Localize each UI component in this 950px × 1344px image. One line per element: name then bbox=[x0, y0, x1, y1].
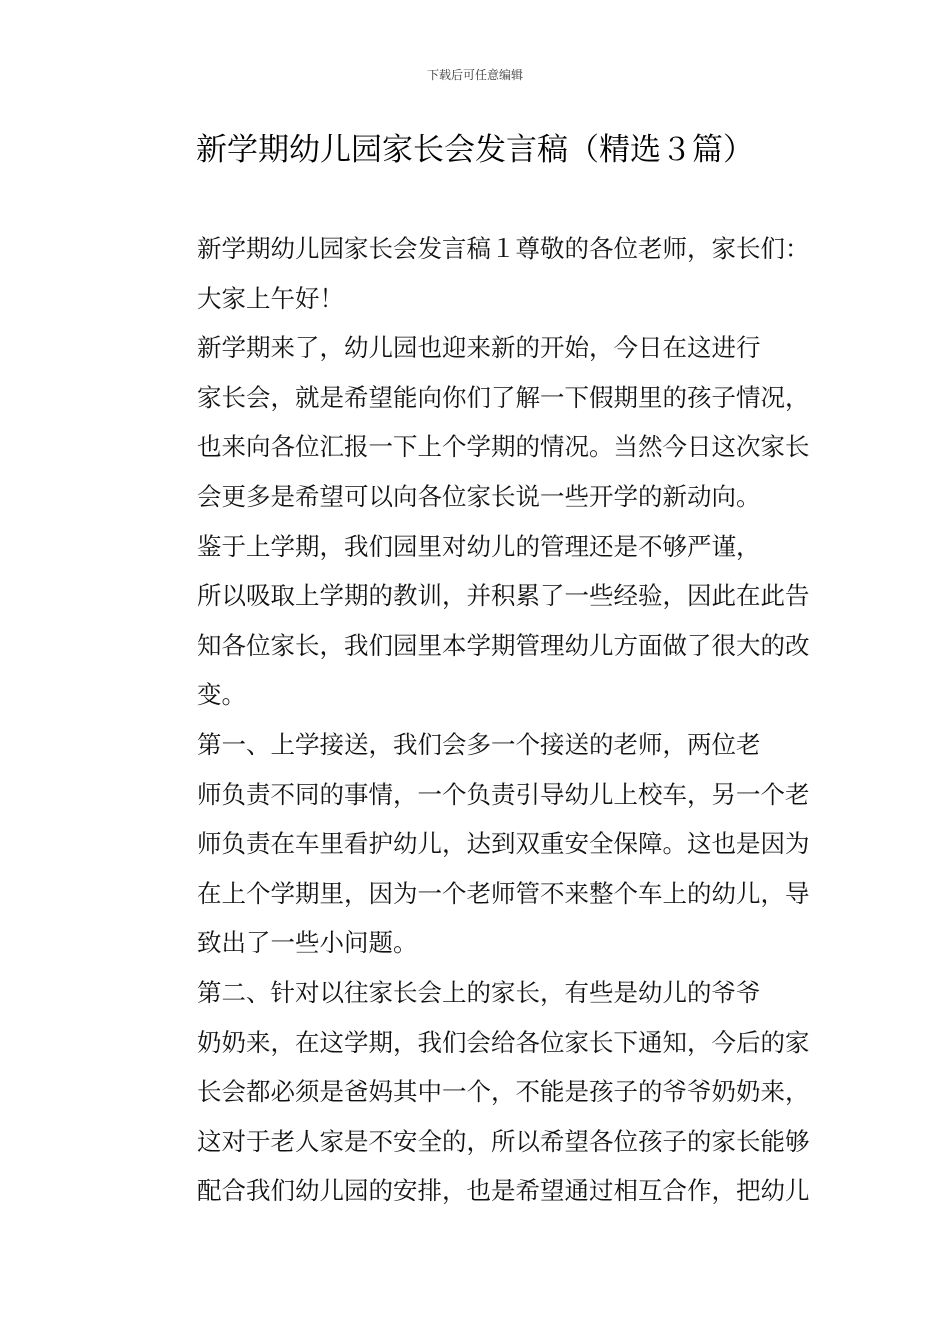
header-note: 下载后可任意编辑 bbox=[426, 68, 523, 82]
paragraph bbox=[145, 224, 810, 274]
paragraph-line: 也来向各位汇报一下上个学期的情况。当然今日这次家长 bbox=[197, 432, 810, 462]
paragraph bbox=[145, 323, 810, 521]
paragraph-line: 鉴于上学期，我们园里对幼儿的管理还是不够严谨， bbox=[197, 531, 761, 561]
paragraph-line: 在上个学期里，因为一个老师管不来整个车上的幼儿，导 bbox=[197, 878, 810, 908]
paragraph-line: 师负责不同的事情，一个负责引导幼儿上校车，另一个老 bbox=[197, 779, 810, 809]
paragraph-line: 变。 bbox=[197, 680, 246, 710]
document-title: 新学期幼儿园家长会发言稿（精选３篇） bbox=[196, 132, 754, 168]
paragraph-line: 这对于老人家是不安全的，所以希望各位孩子的家长能够 bbox=[197, 1126, 810, 1156]
paragraph-line: 会更多是希望可以向各位家长说一些开学的新动向。 bbox=[197, 481, 761, 511]
paragraph-line: 所以吸取上学期的教训，并积累了一些经验，因此在此告 bbox=[197, 581, 810, 611]
paragraph bbox=[145, 274, 810, 324]
paragraph-line: 新学期来了，幼儿园也迎来新的开始，今日在这进行 bbox=[197, 333, 761, 363]
paragraph bbox=[145, 522, 810, 720]
paragraph bbox=[145, 968, 810, 1216]
document-body bbox=[145, 224, 810, 1216]
paragraph bbox=[145, 720, 810, 968]
paragraph-line: 师负责在车里看护幼儿，达到双重安全保障。这也是因为 bbox=[197, 829, 810, 859]
paragraph-line: 新学期幼儿园家长会发言稿１尊敬的各位老师，家长们： bbox=[197, 234, 810, 263]
paragraph-line: 奶奶来，在这学期，我们会给各位家长下通知，今后的家 bbox=[197, 1027, 810, 1057]
paragraph-line: 知各位家长，我们园里本学期管理幼儿方面做了很大的改 bbox=[197, 630, 810, 660]
paragraph-line: 长会都必须是爸妈其中一个，不能是孩子的爷爷奶奶来， bbox=[197, 1077, 810, 1107]
paragraph-line: 家长会，就是希望能向你们了解一下假期里的孩子情况， bbox=[197, 382, 810, 412]
paragraph-line: 致出了一些小问题。 bbox=[197, 928, 418, 958]
paragraph-line: 配合我们幼儿园的安排，也是希望通过相互合作，把幼儿 bbox=[197, 1176, 810, 1206]
paragraph-line: 大家上午好！ bbox=[197, 283, 344, 313]
paragraph-line: 第一、上学接送，我们会多一个接送的老师，两位老 bbox=[197, 729, 761, 759]
paragraph-line: 第二、针对以往家长会上的家长，有些是幼儿的爷爷 bbox=[197, 977, 761, 1007]
